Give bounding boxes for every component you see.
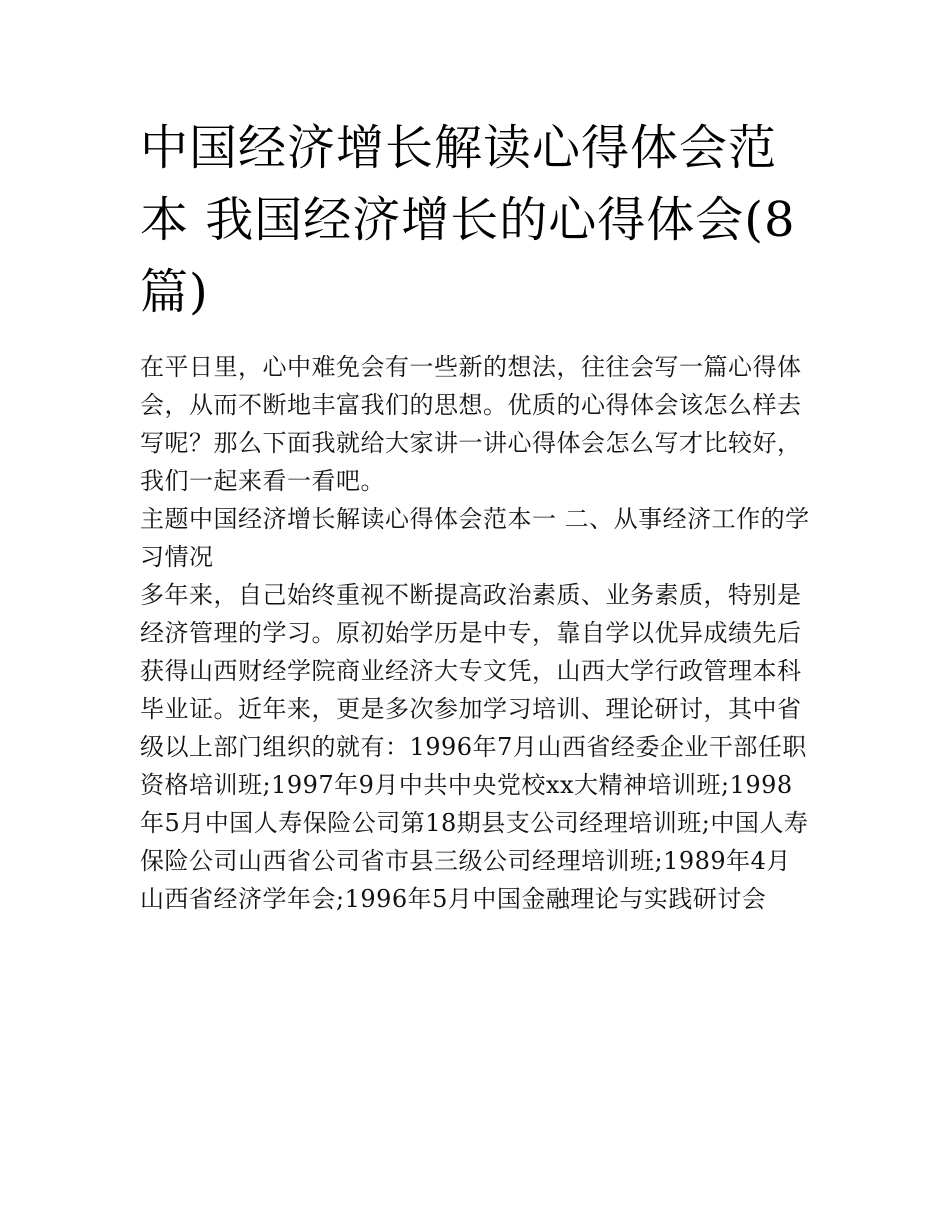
document-content bbox=[140, 112, 815, 918]
paragraph-intro: 在平日里，心中难免会有一些新的想法，往往会写一篇心得体会，从而不断地丰富我们的思想。优质的心得体会该怎么样去写呢？那么下面我就给大家讲一讲心得体会怎么写才比较好，我们一起来看一看吧。 bbox=[140, 353, 802, 495]
paragraph-subheading: 主题中国经济增长解读心得体会范本一 二、从事经济工作的学习情况 bbox=[140, 505, 810, 571]
paragraph-study-history: 多年来，自己始终重视不断提高政治素质、业务素质，特别是经济管理的学习。原初始学历是中专，靠自学以优异成绩先后获得山西财经学院商业经济大专文凭，山西大学行政管理本科毕业证。近年来，更是多次参加学习培训、理论研讨，其中省级以上部门组织的就有：1996年7月山西省经委企业干部任职资格培训班;1997年9月中共中央党校xx大精神培训班;1998年5月中国人寿保险公司第18期县支公司经理培训班;中国人寿保险公司山西省公司省市县三级公司经理培训班;1989年4月山西省经济学年会;1996年5月中国金融理论与实践研讨会 bbox=[140, 581, 809, 913]
document-title: 中国经济增长解读心得体会范本 我国经济增长的心得体会(8篇) bbox=[140, 120, 796, 320]
document-body bbox=[140, 348, 815, 918]
